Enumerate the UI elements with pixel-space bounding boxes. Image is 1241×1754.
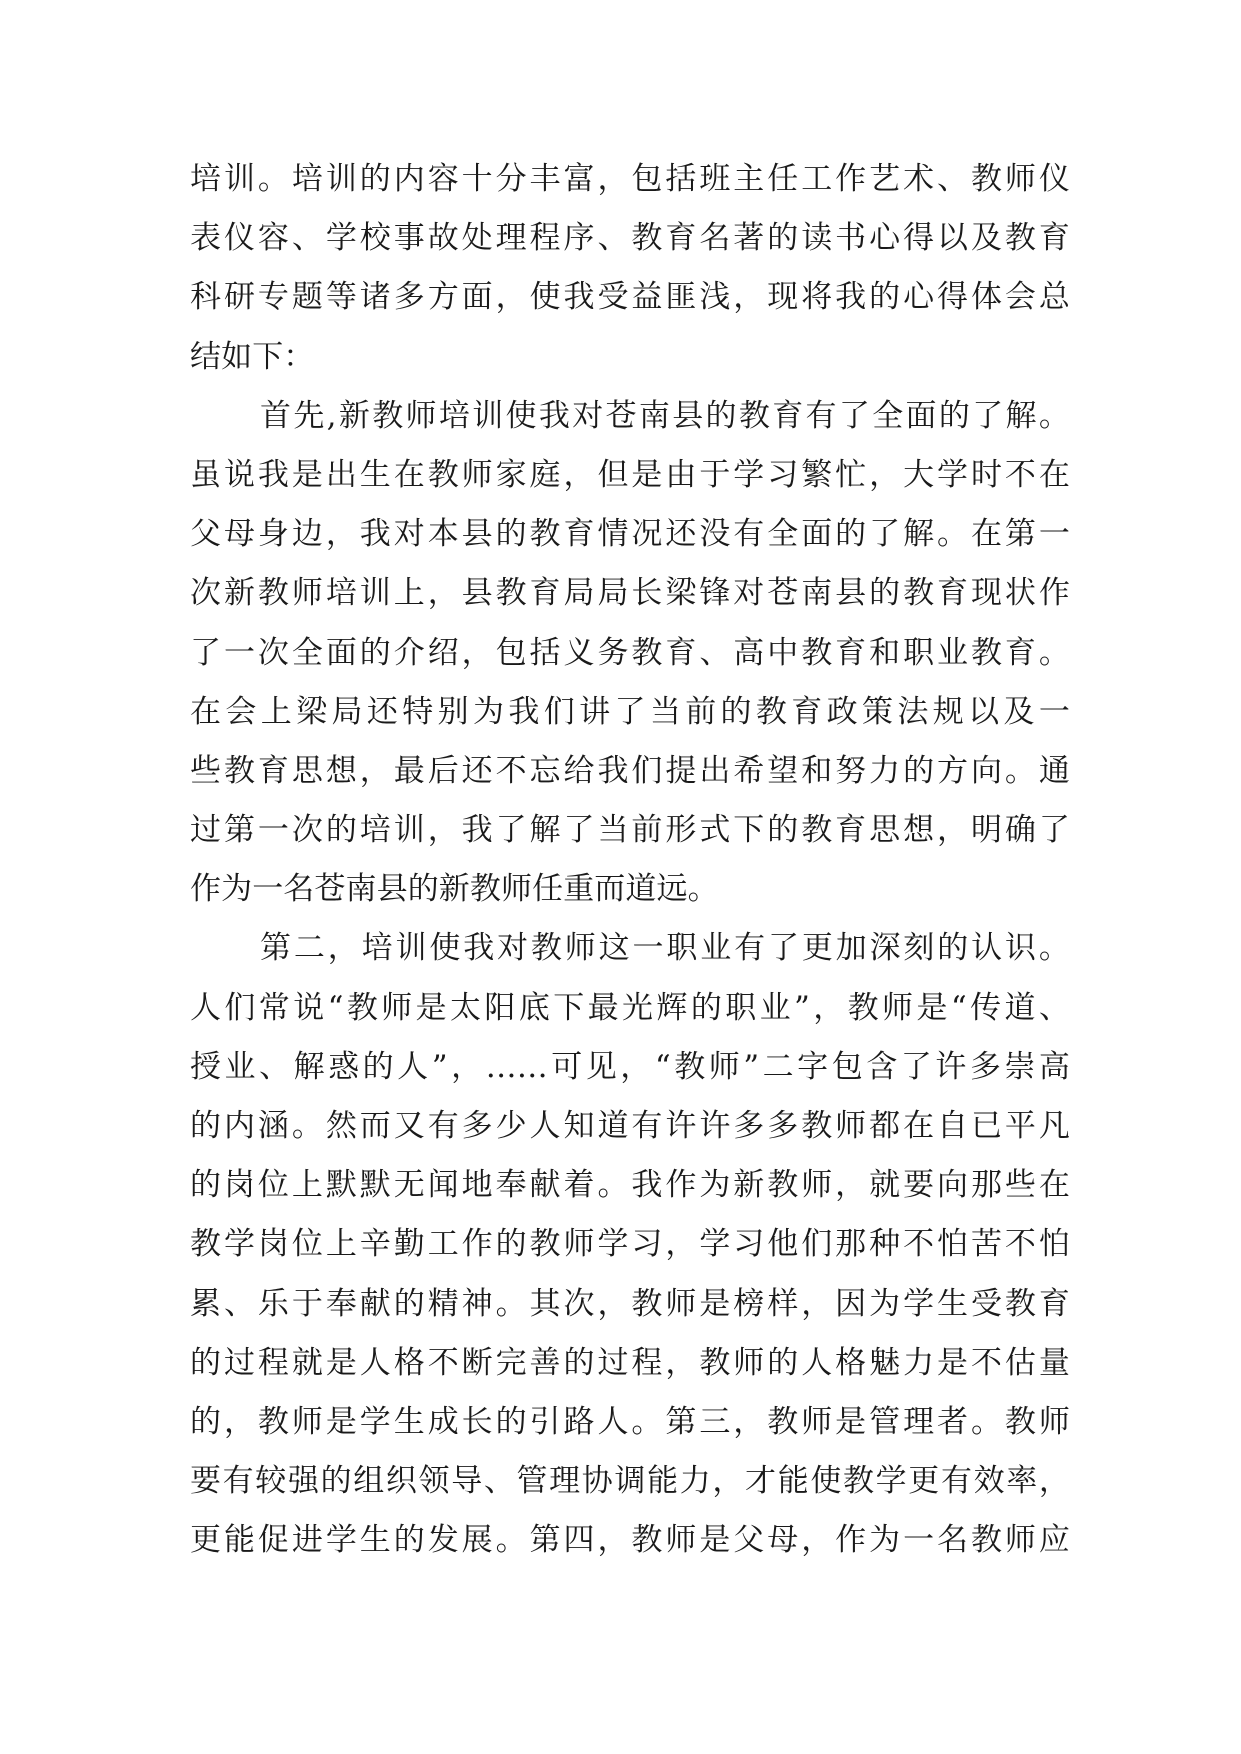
text-line: 首先,新教师培训使我对苍南县的教育有了全面的了解。 xyxy=(260,397,1070,434)
text-line: 结如下： xyxy=(190,338,315,375)
text-line: 第二，培训使我对教师这一职业有了更加深刻的认识。 xyxy=(260,930,1070,967)
text-line: 培训。培训的内容十分丰富，包括班主任工作艺术、教师仪 xyxy=(190,161,1070,197)
text-line: 的过程就是人格不断完善的过程，教师的人格魅力是不估量 xyxy=(190,1344,1070,1381)
text-line: 更能促进学生的发展。第四，教师是父母，作为一名教师应 xyxy=(190,1522,1070,1559)
text-line: 累、乐于奉献的精神。其次，教师是榜样，因为学生受教育 xyxy=(190,1285,1070,1322)
text-line: 父母身边，我对本县的教育情况还没有全面的了解。在第一 xyxy=(190,516,1070,553)
text-line: 的岗位上默默无闻地奉献着。我作为新教师，就要向那些在 xyxy=(190,1167,1070,1204)
text-line: 表仪容、学校事故处理程序、教育名著的读书心得以及教育 xyxy=(190,220,1070,257)
text-line: 在会上梁局还特别为我们讲了当前的教育政策法规以及一 xyxy=(190,693,1070,730)
text-line: 科研专题等诸多方面，使我受益匪浅，现将我的心得体会总 xyxy=(190,279,1070,316)
text-line: 授业、解惑的人”，……可见，“教师”二字包含了许多崇高 xyxy=(190,1048,1070,1085)
text-line: 了一次全面的介绍，包括义务教育、高中教育和职业教育。 xyxy=(190,634,1070,671)
text-line: 过第一次的培训，我了解了当前形式下的教育思想，明确了 xyxy=(190,812,1070,849)
text-line: 次新教师培训上，县教育局局长梁锋对苍南县的教育现状作 xyxy=(190,575,1070,612)
text-line: 教学岗位上辛勤工作的教师学习，学习他们那种不怕苦不怕 xyxy=(190,1226,1070,1263)
text-line: 的内涵。然而又有多少人知道有许许多多教师都在自已平凡 xyxy=(190,1108,1070,1144)
text-line: 人们常说“教师是太阳底下最光辉的职业”，教师是“传道、 xyxy=(190,989,1070,1026)
text-line: 虽说我是出生在教师家庭，但是由于学习繁忙，大学时不在 xyxy=(190,456,1070,493)
text-line: 的，教师是学生成长的引路人。第三，教师是管理者。教师 xyxy=(190,1403,1070,1440)
text-line: 些教育思想，最后还不忘给我们提出希望和努力的方向。通 xyxy=(190,752,1070,789)
text-line: 作为一名苍南县的新教师任重而道远。 xyxy=(190,871,719,908)
body-text xyxy=(190,150,1070,1571)
text-line: 要有较强的组织领导、管理协调能力，才能使教学更有效率， xyxy=(190,1463,1070,1500)
